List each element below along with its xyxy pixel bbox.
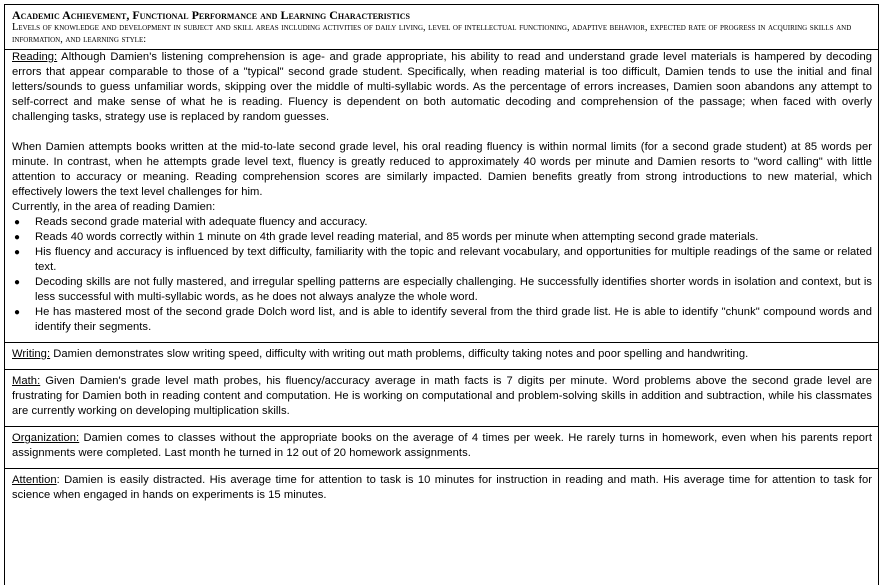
writing-text: Damien demonstrates slow writing speed, difficulty with writing out math problems, difficulty taking notes and poor spelling and handwriting.: [50, 348, 749, 360]
document-page: [4, 4, 879, 585]
writing-paragraph: [12, 347, 872, 362]
list-item-text: He has mastered most of the second grade Dolch word list, and is able to identify several from the third grade list. He is able to identify "chunk" compound words and identify their segments.: [35, 306, 872, 333]
bullet-icon: ●: [14, 217, 21, 228]
attention-paragraph: [12, 473, 872, 503]
bullet-icon: ●: [14, 232, 21, 243]
section-header: [5, 5, 878, 50]
reading-paragraph-1: [12, 50, 872, 125]
attention-section: [5, 468, 878, 503]
reading-paragraph-2: When Damien attempts books written at the mid-to-late second grade level, his oral reading fluency is within normal limits (for a second grade student) at 85 words per minute. In contrast, when he attempts grade level text, fluency is greatly reduced to approximately 40 words per minute and Damien resorts to "word calling" with little attention to accuracy or meaning. Reading comprehension scores are similarly impacted. Damien benefits greatly from strong introductions to new material, which effectively lowers the text level challenges for him.: [12, 141, 872, 198]
math-paragraph: [12, 374, 872, 419]
organization-label: Organization:: [12, 432, 80, 444]
reading-label: Reading:: [12, 51, 58, 63]
document-subtitle: Levels of knowledge and development in subject and skill areas including activities of daily living, level of intellectual functioning, adaptive behavior, expected rate of progress in acquiring skills and information, and learning style:: [12, 22, 852, 45]
list-item-text: Reads 40 words correctly within 1 minute on 4th grade level reading material, and 85 words per minute when attempting second grade materials.: [35, 231, 759, 243]
document-content: [5, 50, 878, 503]
reading-section: [12, 50, 872, 342]
writing-section: [5, 342, 878, 369]
reading-text-1: Although Damien's listening comprehension is age- and grade appropriate, his ability to read and understand grade level materials is hampered by decoding errors that appear comparable to those of a "typical" second grade student. Specifically, when reading material is too difficult, Damien tends to use the initial and final letters/sounds to guess unfamiliar words, skipping over the middle of multi-syllabic words. As the percentage of errors increases, Damien soon abandons any attempt to self-correct and make sense of what he is reading. Fluency is dependent on both automatic decoding and comprehension of the passage; when faced with overly challenging tasks, strategy use is replaced by random guesses.: [12, 51, 872, 123]
bullet-icon: ●: [14, 277, 21, 288]
list-item: [12, 245, 872, 275]
math-label: Math:: [12, 375, 41, 387]
list-item: [12, 305, 872, 335]
list-item: [12, 275, 872, 305]
math-section: [5, 369, 878, 426]
organization-text: Damien comes to classes without the appropriate books on the average of 4 times per week. He rarely turns in homework, even when his parents report assignments were completed. Last month he turned in 12 out of 20 homework assignments.: [12, 432, 872, 459]
attention-text: : Damien is easily distracted. His average time for attention to task is 10 minutes for instruction in reading and math. His average time for attention to task for science when engaged in hands on experiments is 15 minutes.: [12, 474, 872, 501]
math-text: Given Damien's grade level math probes, his fluency/accuracy average in math facts is 7 digits per minute. Word problems above the second grade level are frustrating for Damien both in reading content and computation. He is working on computational and problem-solving skills in addition and subtraction, while his classmates are currently working on developing multiplication skills.: [12, 375, 872, 417]
attention-label: Attention: [12, 474, 57, 486]
reading-bullet-list: [12, 215, 872, 335]
list-item-text: His fluency and accuracy is influenced by text difficulty, familiarity with the topic and relevant vocabulary, and opportunities for multiple readings of the same or related text.: [35, 246, 872, 273]
organization-paragraph: [12, 431, 872, 461]
document-title: Academic Achievement, Functional Performance and Learning Characteristics: [12, 8, 410, 22]
writing-label: Writing:: [12, 348, 51, 360]
list-item-text: Decoding skills are not fully mastered, and irregular spelling patterns are especially challenging. He successfully identifies shorter words in isolation and context, but is less successful with multi-syllabic words, as he does not always analyze the whole word.: [35, 276, 872, 303]
reading-paragraph-3: Currently, in the area of reading Damien:: [12, 201, 216, 213]
list-item-text: Reads second grade material with adequate fluency and accuracy.: [35, 216, 368, 228]
bullet-icon: ●: [14, 307, 21, 318]
bullet-icon: ●: [14, 247, 21, 258]
organization-section: [5, 426, 878, 468]
list-item: [12, 215, 872, 230]
list-item: [12, 230, 872, 245]
